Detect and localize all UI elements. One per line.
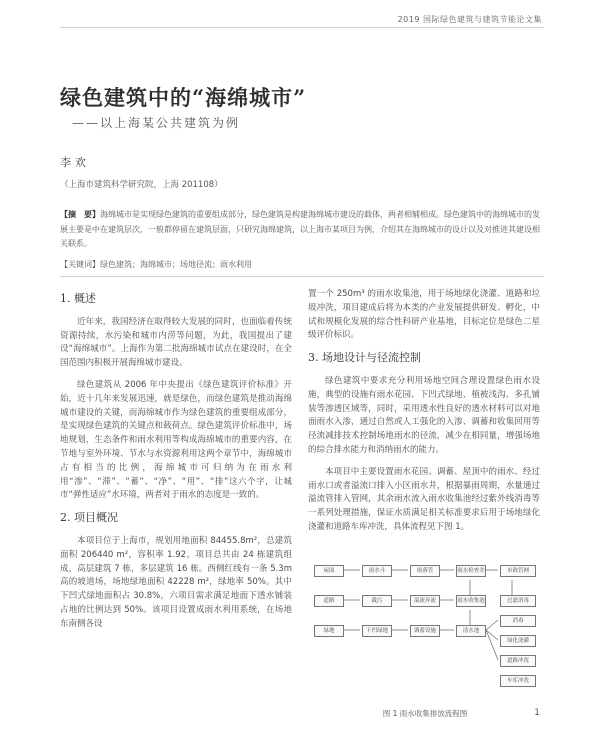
flow-box: 调蓄设施	[410, 625, 440, 637]
flow-box: 雨水检查井	[456, 565, 486, 577]
paragraph: 置一个 250m³ 的雨水收集池，用于场地绿化浇灌、道路和垃圾冲洗，项目建成后将为本类的产业发展提供研发、孵化，中试和规模化发展的综合性科研产业基地，目标定位是绿色二星级评价标识。	[308, 289, 540, 341]
keywords-label: 【关键词】	[60, 260, 100, 269]
paper-subtitle: ——以上海某公共建筑为例	[72, 116, 241, 130]
figure-caption: 图 1 雨水收集排放流程图	[382, 709, 468, 718]
flow-box: 溢流弃流	[410, 595, 440, 607]
flow-box: 下凹绿地	[362, 625, 392, 637]
abstract	[60, 208, 544, 252]
paragraph: 绿色建筑中要求充分利用场地空间合理设置绿色雨水设施，典型的设施有雨水花园、下凹式绿地、植被浅沟、多孔铺装等渗透区域等，同时，采用透水性良好的透水材料可以对地面雨水入渗，通过自然或人工强化的入渗、调蓄和收集回用等径流减排技术控制场地雨水的径流，减少在相同量，增强场地的综合排水能力和消纳雨水的能力。	[308, 375, 540, 455]
flow-box: 过滤消毒	[500, 595, 536, 607]
page-number: 1	[534, 708, 540, 718]
keywords	[60, 259, 544, 270]
flow-box: 雨水收集池	[456, 595, 486, 607]
author: 李欢	[60, 156, 90, 169]
abstract-text: 海绵城市是实现绿色建筑的重要组成部分，绿色建筑是构建海绵城市建设的载体，两者相辅相成。绿色建筑中的海绵城市的发展主要是中在建筑层次，一般都停留在建筑层面，只研究海绵建筑，以上海市某项目为例，介绍其在海绵城市的设计以及对推进其建设相关联系。	[60, 210, 540, 248]
section-divider	[60, 276, 544, 277]
abstract-label: 【摘 要】	[60, 210, 100, 219]
affiliation: （上海市建筑科学研究院，上海 201108）	[60, 180, 223, 190]
section-heading-overview: 1. 概述	[60, 292, 96, 305]
flow-box: 屋面	[314, 565, 344, 577]
flow-box: 道路冲洗	[500, 655, 536, 667]
right-column	[308, 288, 540, 543]
flow-diagram	[312, 560, 538, 702]
flow-box: 道路	[314, 595, 344, 607]
paragraph: 近年来，我国经济在取得较大发展的同时，也面临着传统资源持续，水污染和城市内涝等问题，为此，我国提出了建设“海绵城市”。上海作为第二批海绵城市试点在建设时，在全国范围内积极开展海绵城市建设。	[60, 316, 292, 369]
left-column	[60, 288, 292, 640]
flow-box: 车库冲洗	[500, 675, 536, 687]
flow-box: 雨水斗	[362, 565, 392, 577]
flow-box: 绿地	[314, 625, 344, 637]
flow-box: 消毒	[500, 615, 536, 627]
keywords-text: 绿色建筑；海绵城市；场地径流；雨水利用	[100, 260, 252, 269]
section-heading-project: 2. 项目概况	[60, 511, 118, 525]
flow-box: 雨落管	[410, 565, 440, 577]
page-header	[0, 0, 600, 34]
paragraph: 本项目位于上海市，规划用地面积 84455.8m²，总建筑面积 206440 m²，容积率 1.92。项目总共由 24 栋建筑组成，高层建筑 7 栋，多层建筑 16 栋。西侧红线有一条 5.3m 高的坡道场，场地绿地面积 42228 m²，绿地率 50%。其中下凹式绿地面积占 30.8%，六项目需求满足地面下透水铺装占地的比例达到 50%。该项目设置成雨水利用系统，在场地东南侧各设	[60, 535, 292, 629]
flow-box: 绿化浇灌	[500, 635, 536, 647]
paragraph: 本项目中主要设置雨水花园、调蓄、屋顶中的雨水、经过雨水口或者溢流口排入小区雨水井，根据暴雨周期，水量通过溢流管排入管网，其余雨水流入雨水收集池经过紫外线消毒等一系列处理措施，保证水质满足相关标准要求后用于场地绿化浇灌和道路车库冲洗，具体流程见下图 1。	[308, 466, 540, 532]
flow-box: 截污	[362, 595, 392, 607]
paragraph: 绿色建筑从 2006 年中央提出《绿色建筑评价标准》开始，近十几年来发展迅速，就是绿色，而绿色建筑是推动海绵城市建设的关键，而海绵城市作为绿色建筑的重要组成部分，是实现绿色建筑的关键点和载荷点。绿色建筑评价标准中，场地规划，生态条件和雨水利用等构成海绵城市的重要内容，在节地与室外环境、节水与水资源利用这两个章节中，海绵城市占有相当的比例，海绵城市可归纳为在雨水利用“渗”、“滞”、“蓄”、“净”、“用”、“排”这六个字，让城市“弹性适应”水环境，两者对于雨水的态度是一致的。	[60, 379, 292, 501]
section-heading-site: 3. 场地设计与径流控制	[308, 351, 421, 365]
header-divider	[60, 27, 544, 28]
flow-box: 清水池	[456, 625, 486, 637]
paper-title: 绿色建筑中的“海绵城市”	[60, 85, 307, 110]
journal-title: 2019 国际绿色建筑与建筑节能论文集	[397, 15, 542, 24]
flow-box: 市政管网	[500, 565, 536, 577]
